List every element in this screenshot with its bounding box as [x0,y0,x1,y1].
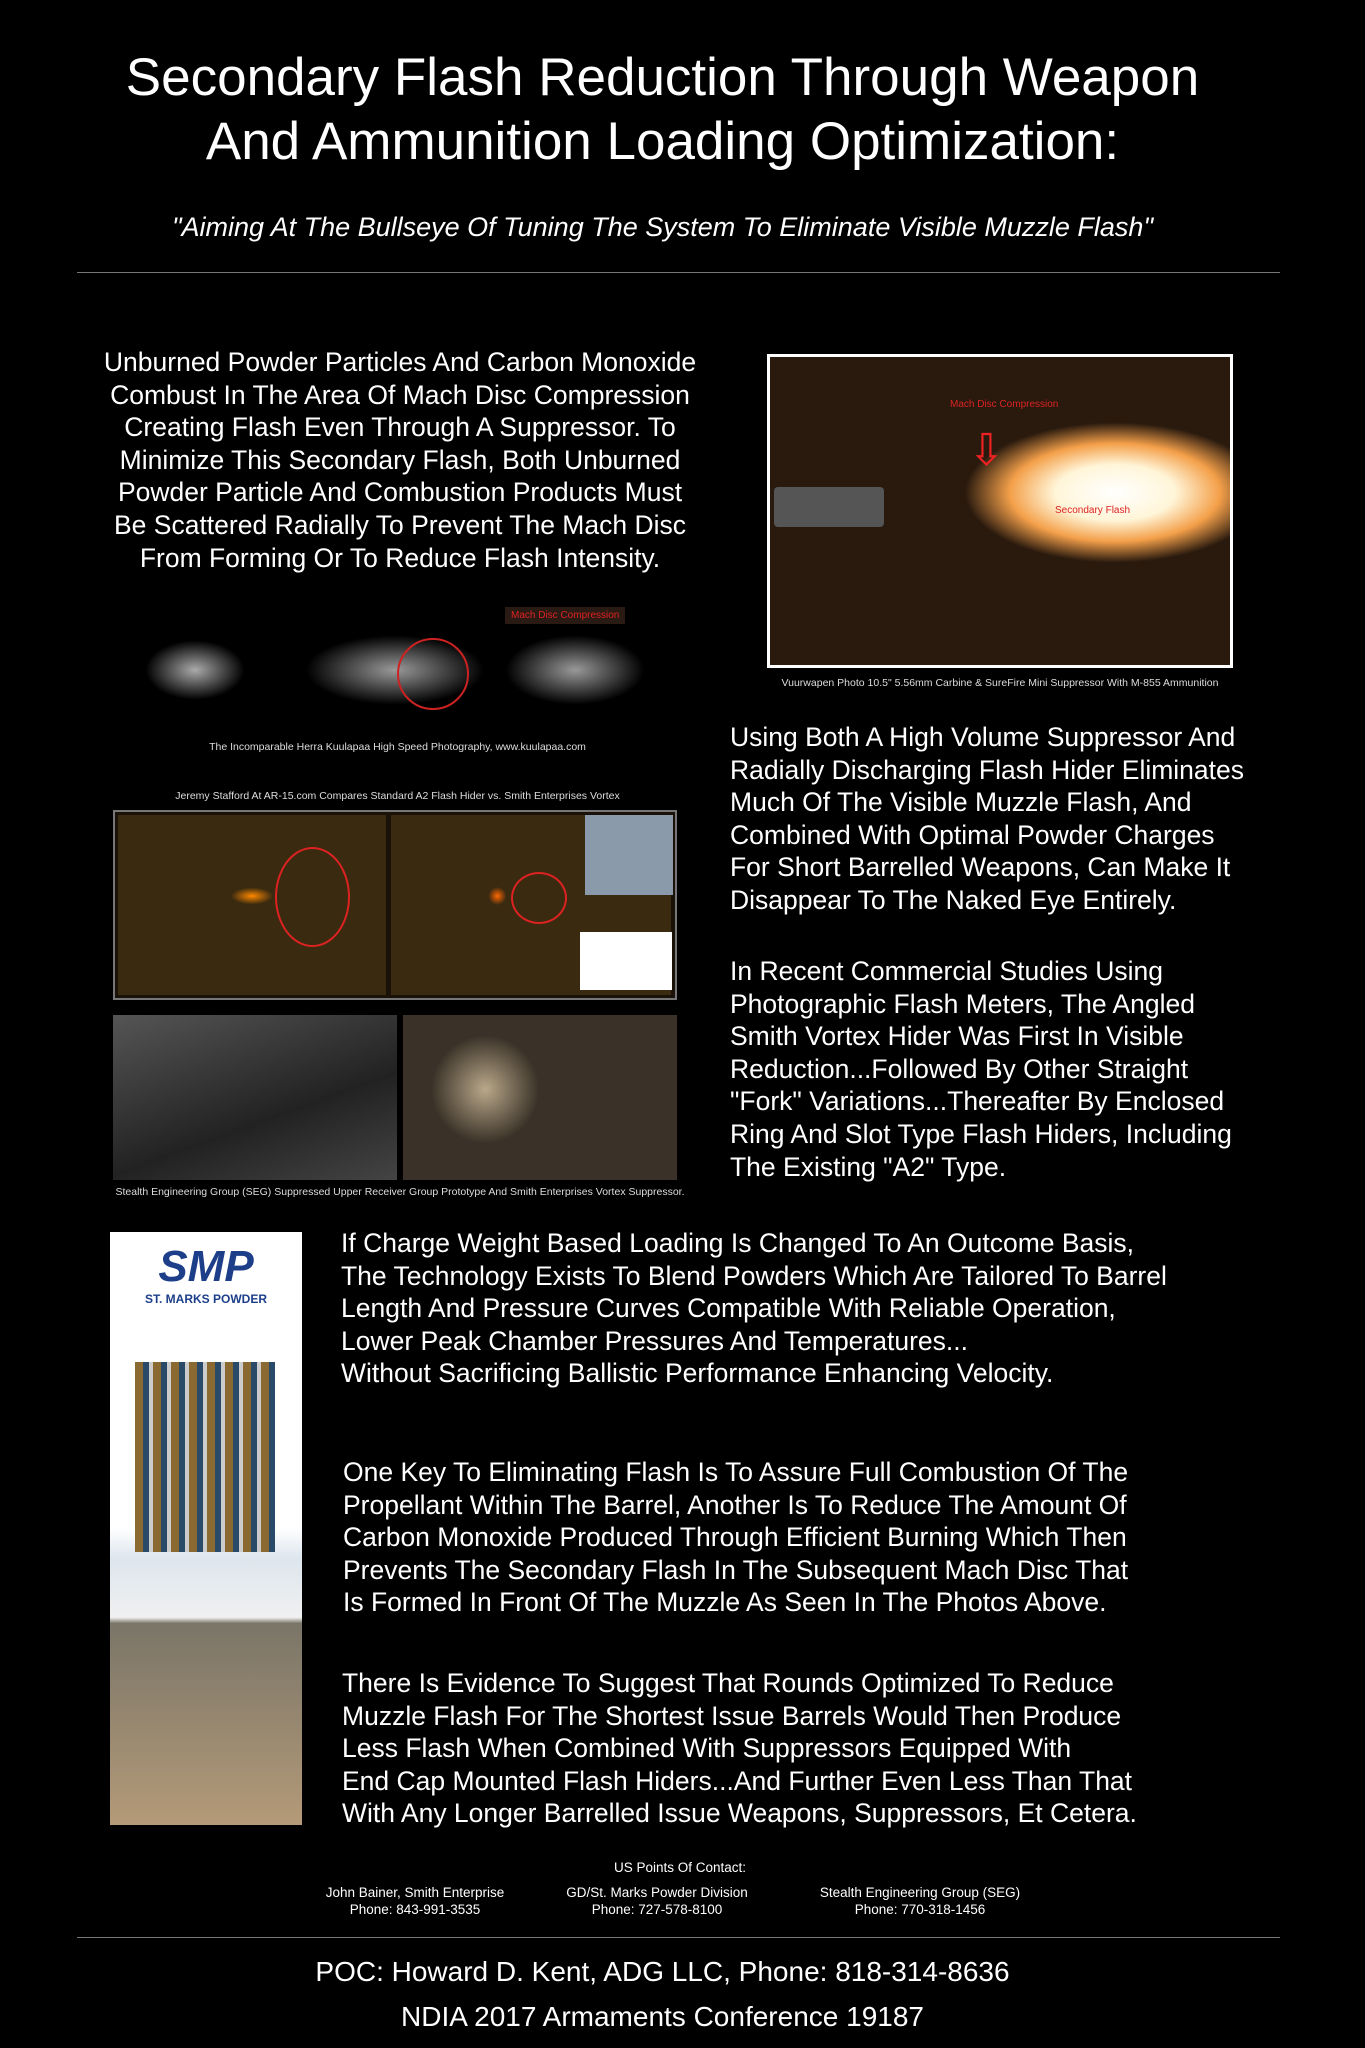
text-line: Less Flash When Combined With Suppressors Equipped With [342,1733,1072,1764]
title-line: Secondary Flash Reduction Through Weapon [125,48,1200,107]
contact-seg [800,1884,1040,1918]
carbine-image [774,487,884,527]
poc-line: POC: Howard D. Kent, ADG LLC, Phone: 818-314-8636 [315,1956,1010,1987]
text-line: The Existing "A2" Type. [730,1151,1007,1182]
text-line: Using Both A High Volume Suppressor And [730,722,1236,752]
text-line: Prevents The Secondary Flash In The Subsequent Mach Disc That [343,1554,1129,1585]
text-line: Disappear To The Naked Eye Entirely. [730,884,1177,915]
lower-paragraph [342,1667,1137,1830]
text-line: With Any Longer Barrelled Issue Weapons, Suppressors, Et Cetera. [342,1798,1137,1829]
ammunition-image [135,1362,275,1552]
text-line: End Cap Mounted Flash Hiders...And Further Even Less Than That [342,1765,1133,1796]
text-line: In Recent Commercial Studies Using [730,956,1164,986]
kuulapaa-photo [105,605,690,730]
text-line: Photographic Flash Meters, The Angled [730,988,1196,1019]
seg-caption: Stealth Engineering Group (SEG) Suppressed Upper Receiver Group Prototype And Smith Enterprises Vortex Suppressor. [115,1186,685,1198]
contact-name: Stealth Engineering Group (SEG) [819,1885,1021,1900]
text-line: "Fork" Variations...Thereafter By Enclosed [730,1086,1225,1117]
flash-hider-comparison-photo [113,810,677,1000]
secondary-flash-label: Secondary Flash [1055,505,1131,516]
text-line: Radially Discharging Flash Hider Eliminates [730,754,1245,785]
kuulapaa-caption: The Incomparable Herra Kuulapaa High Speed Photography, www.kuulapaa.com [209,741,586,753]
text-line: The Technology Exists To Blend Powders Which Are Tailored To Barrel [341,1260,1167,1291]
smp-logo: SMP [158,1242,254,1291]
text-line: Combust In The Area Of Mach Disc Compression [110,379,690,410]
highlight-circle [397,638,469,710]
text-line: Propellant Within The Barrel, Another Is To Reduce The Amount Of [343,1489,1127,1520]
text-line: Length And Pressure Curves Compatible With Reliable Operation, [341,1293,1116,1324]
text-line: Much Of The Visible Muzzle Flash, And [730,787,1192,818]
text-line: Carbon Monoxide Produced Through Efficient Burning Which Then [343,1522,1127,1553]
text-line: Is Formed In Front Of The Muzzle As Seen In The Photos Above. [343,1587,1107,1618]
seg-upper-receiver-photo [113,1015,397,1180]
contact-st-marks [542,1884,772,1918]
text-line: Ring And Slot Type Flash Hiders, Including [730,1118,1232,1149]
text-line: Without Sacrificing Ballistic Performance Enhancing Velocity. [341,1358,1054,1389]
text-line: Minimize This Secondary Flash, Both Unburned [119,444,681,475]
text-line: For Short Barrelled Weapons, Can Make It [730,852,1231,883]
text-line: If Charge Weight Based Loading Is Changed To An Outcome Basis, [341,1228,1135,1258]
text-line: Powder Particle And Combustion Products Must [117,477,683,508]
text-line: From Forming Or To Reduce Flash Intensity. [139,542,661,573]
divider [77,272,1280,273]
page-title [0,46,1325,174]
contact-phone: Phone: 727-578-8100 [591,1902,723,1917]
st-marks-powder-banner [110,1232,302,1825]
text-line: Smith Vortex Hider Was First In Visible [730,1021,1184,1052]
vortex-hider-image [580,932,672,990]
lower-paragraph [341,1227,1167,1390]
contact-phone: Phone: 843-991-3535 [349,1902,481,1917]
contacts-heading: US Points Of Contact: [613,1860,747,1875]
right-paragraph [730,721,1244,917]
text-line: Lower Peak Chamber Pressures And Temperatures... [341,1325,968,1356]
mach-disc-label: Mach Disc Compression [950,399,1059,410]
contact-phone: Phone: 770-318-1456 [854,1902,986,1917]
subtitle: "Aiming At The Bullseye Of Tuning The System To Eliminate Visible Muzzle Flash" [171,212,1154,242]
intro-paragraph [60,346,740,574]
text-line: Combined With Optimal Powder Charges [730,819,1215,850]
lower-paragraph [343,1456,1128,1619]
text-line: There Is Evidence To Suggest That Rounds Optimized To Reduce [342,1668,1114,1698]
title-line: And Ammunition Loading Optimization: [205,112,1120,171]
text-line: Be Scattered Radially To Prevent The Mach Disc [114,509,686,540]
contact-smith [300,1884,530,1918]
right-paragraph [730,955,1232,1183]
highlight-circle [511,872,567,924]
stafford-caption: Jeremy Stafford At AR-15.com Compares Standard A2 Flash Hider vs. Smith Enterprises Vortex [175,790,620,802]
text-line: One Key To Eliminating Flash Is To Assure Full Combustion Of The [343,1457,1129,1487]
contact-name: John Bainer, Smith Enterprise [325,1885,505,1900]
highlight-circle [275,847,350,947]
text-line: Muzzle Flash For The Shortest Issue Barrels Would Then Produce [342,1700,1122,1731]
vuurwapen-caption: Vuurwapen Photo 10.5" 5.56mm Carbine & SureFire Mini Suppressor With M-855 Ammunition [781,677,1219,689]
smp-name: ST. MARKS POWDER [144,1292,267,1306]
divider [77,1937,1280,1938]
smoke-image [505,635,645,705]
vortex-suppressor-photo [403,1015,677,1180]
contact-name: GD/St. Marks Powder Division [566,1885,748,1900]
mach-disc-label: Mach Disc Compression [511,610,620,621]
text-line: Creating Flash Even Through A Suppressor. To [124,412,676,443]
arrow-down-icon: ⇩ [968,426,1005,475]
inset-photo [585,815,673,895]
smoke-image [145,640,245,700]
conference-line: NDIA 2017 Armaments Conference 19187 [401,2001,924,2032]
text-line: Unburned Powder Particles And Carbon Monoxide [103,347,697,377]
vuurwapen-photo [767,354,1233,668]
text-line: Reduction...Followed By Other Straight [730,1053,1189,1084]
